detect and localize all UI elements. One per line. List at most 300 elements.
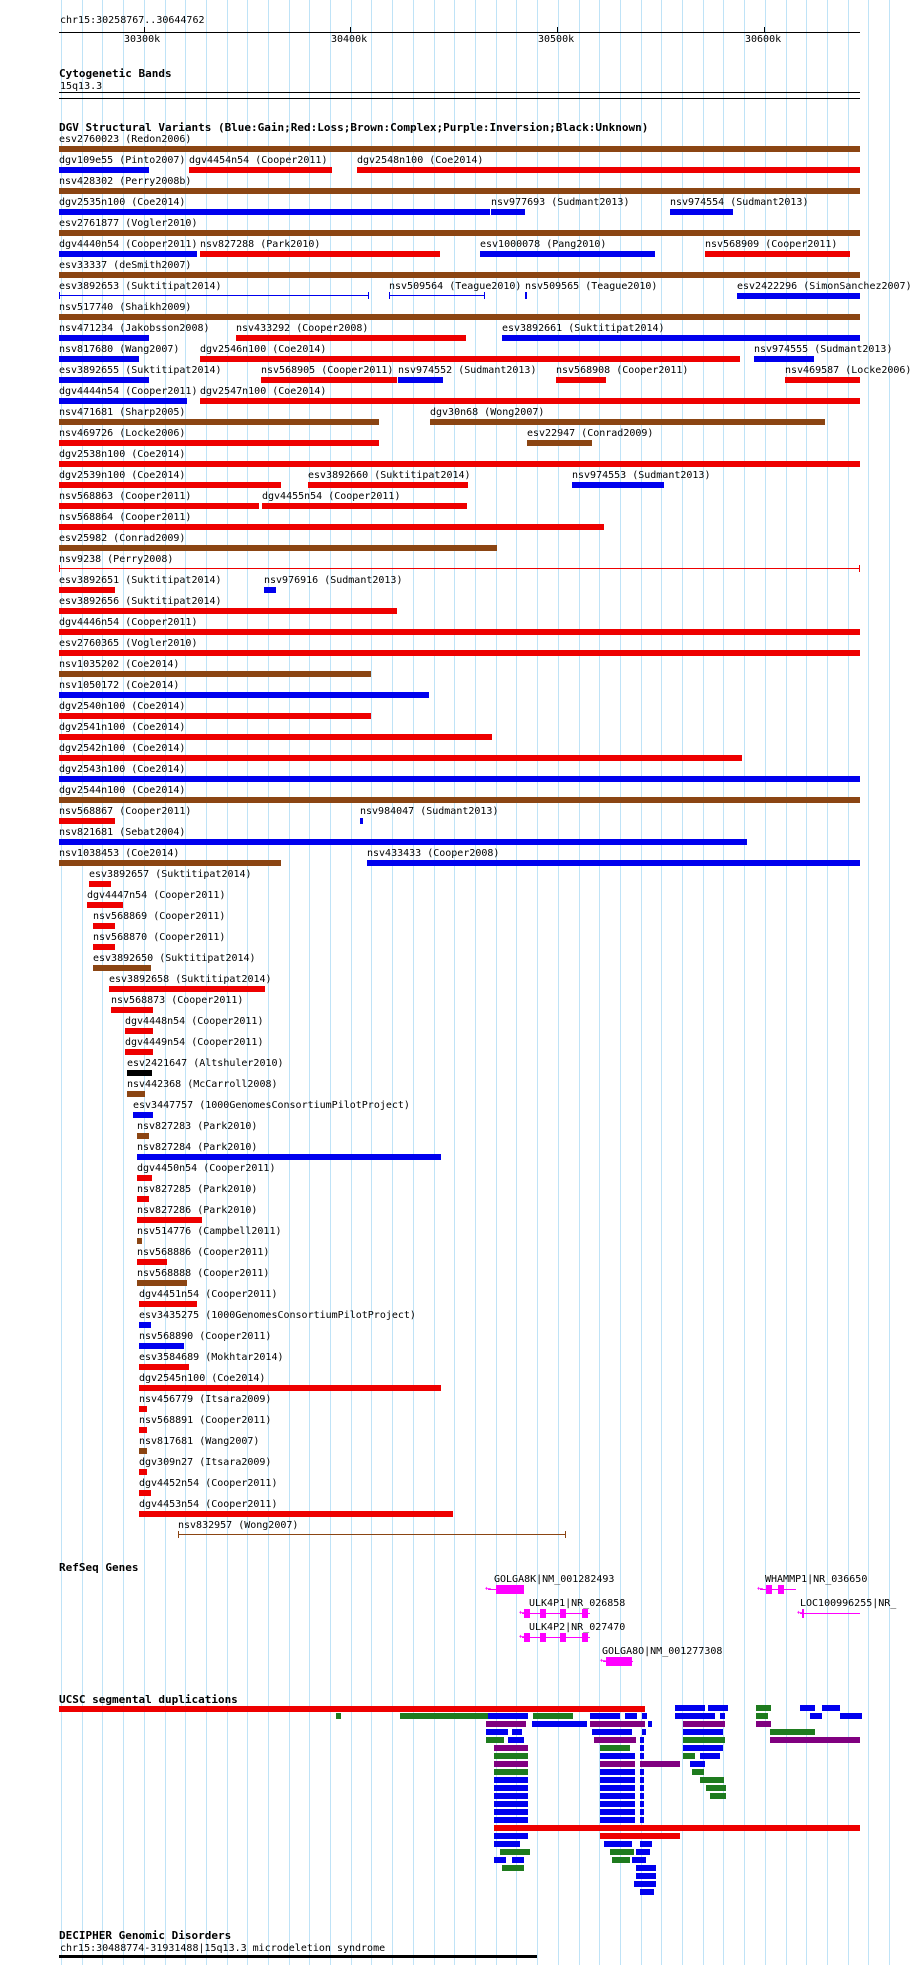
variant-bar[interactable] — [109, 986, 265, 992]
variant-bar[interactable] — [556, 377, 606, 383]
variant-label[interactable]: esv2761877 (Vogler2010) — [59, 218, 198, 229]
segdup-block[interactable] — [400, 1713, 488, 1719]
segdup-block[interactable] — [640, 1737, 644, 1743]
variant-label[interactable]: esv22947 (Conrad2009) — [527, 428, 654, 439]
cyto-band-label[interactable]: 15q13.3 — [60, 81, 103, 92]
variant-bar[interactable] — [200, 356, 740, 362]
variant-label[interactable]: nsv433433 (Cooper2008) — [367, 848, 500, 859]
segdup-block[interactable] — [683, 1753, 695, 1759]
variant-label[interactable]: nsv509564 (Teague2010) — [389, 281, 522, 292]
variant-bar[interactable] — [137, 1154, 441, 1160]
variant-label[interactable]: esv3584689 (Mokhtar2014) — [139, 1352, 284, 1363]
variant-bar[interactable] — [59, 818, 115, 824]
segdup-block[interactable] — [494, 1769, 528, 1775]
variant-label[interactable]: dgv4451n54 (Cooper2011) — [139, 1289, 278, 1300]
variant-label[interactable]: dgv4446n54 (Cooper2011) — [59, 617, 198, 628]
segdup-block[interactable] — [756, 1713, 768, 1719]
variant-bar[interactable] — [59, 188, 860, 194]
variant-bar[interactable] — [59, 295, 369, 296]
segdup-block[interactable] — [706, 1785, 726, 1791]
variant-label[interactable]: esv3892657 (Suktitipat2014) — [89, 869, 252, 880]
segdup-block[interactable] — [640, 1889, 654, 1895]
variant-bar[interactable] — [59, 755, 742, 761]
variant-label[interactable]: nsv827288 (Park2010) — [200, 239, 321, 250]
variant-bar[interactable] — [502, 335, 860, 341]
segdup-block[interactable] — [494, 1777, 528, 1783]
segdup-block[interactable] — [530, 1825, 860, 1831]
variant-label[interactable]: nsv827283 (Park2010) — [137, 1121, 258, 1132]
variant-bar[interactable] — [93, 944, 115, 950]
segdup-block[interactable] — [600, 1793, 635, 1799]
variant-bar[interactable] — [137, 1133, 149, 1139]
segdup-block[interactable] — [700, 1753, 720, 1759]
variant-label[interactable]: dgv4450n54 (Cooper2011) — [137, 1163, 276, 1174]
decipher-item-label[interactable]: chr15:30488774-31931488|15q13.3 microdeletion syndrome — [60, 1943, 386, 1954]
variant-bar[interactable] — [59, 545, 497, 551]
segdup-block[interactable] — [770, 1737, 820, 1743]
variant-bar[interactable] — [398, 377, 443, 383]
segdup-block[interactable] — [600, 1817, 635, 1823]
variant-bar[interactable] — [139, 1406, 147, 1412]
segdup-block[interactable] — [636, 1849, 650, 1855]
variant-label[interactable]: esv2760023 (Redon2006) — [59, 134, 192, 145]
segdup-block[interactable] — [494, 1753, 528, 1759]
variant-label[interactable]: esv25982 (Conrad2009) — [59, 533, 186, 544]
variant-label[interactable]: nsv827285 (Park2010) — [137, 1184, 258, 1195]
gene-exon[interactable] — [582, 1609, 588, 1618]
segdup-block[interactable] — [710, 1777, 724, 1783]
segdup-block[interactable] — [494, 1809, 528, 1815]
variant-label[interactable]: nsv568867 (Cooper2011) — [59, 806, 192, 817]
variant-label[interactable]: nsv568863 (Cooper2011) — [59, 491, 192, 502]
segdup-block[interactable] — [494, 1761, 528, 1767]
segdup-block[interactable] — [494, 1745, 528, 1751]
variant-bar[interactable] — [785, 377, 860, 383]
variant-bar[interactable] — [360, 818, 363, 824]
variant-bar[interactable] — [178, 1534, 566, 1535]
segdup-block[interactable] — [683, 1745, 723, 1751]
variant-bar[interactable] — [59, 356, 139, 362]
variant-label[interactable]: nsv827286 (Park2010) — [137, 1205, 258, 1216]
refseq-track-title[interactable]: RefSeq Genes — [59, 1561, 139, 1574]
gene-intron-line[interactable] — [800, 1613, 860, 1614]
variant-bar[interactable] — [261, 377, 397, 383]
variant-bar[interactable] — [430, 419, 825, 425]
variant-label[interactable]: nsv827284 (Park2010) — [137, 1142, 258, 1153]
gene-label[interactable]: ULK4P2|NR_027470 — [529, 1622, 626, 1633]
gene-intron-line[interactable] — [522, 1613, 590, 1614]
segdup-block[interactable] — [590, 1721, 645, 1727]
gene-exon[interactable] — [778, 1585, 784, 1594]
variant-label[interactable]: nsv568888 (Cooper2011) — [137, 1268, 270, 1279]
gene-exon[interactable] — [560, 1609, 566, 1618]
variant-bar[interactable] — [59, 671, 371, 677]
variant-label[interactable]: nsv568870 (Cooper2011) — [93, 932, 226, 943]
variant-bar[interactable] — [137, 1238, 142, 1244]
gene-exon[interactable] — [582, 1633, 588, 1642]
variant-bar[interactable] — [59, 713, 371, 719]
variant-bar[interactable] — [59, 251, 197, 257]
variant-label[interactable]: nsv568891 (Cooper2011) — [139, 1415, 272, 1426]
segdup-block[interactable] — [592, 1729, 632, 1735]
variant-label[interactable]: dgv4455n54 (Cooper2011) — [262, 491, 401, 502]
segdup-block[interactable] — [494, 1817, 528, 1823]
variant-label[interactable]: nsv568909 (Cooper2011) — [705, 239, 838, 250]
segdup-block[interactable] — [494, 1857, 506, 1863]
segdup-block[interactable] — [488, 1713, 528, 1719]
gene-exon[interactable] — [766, 1585, 772, 1594]
variant-label[interactable]: dgv2544n100 (Coe2014) — [59, 785, 186, 796]
variant-label[interactable]: dgv4452n54 (Cooper2011) — [139, 1478, 278, 1489]
segdup-block[interactable] — [640, 1753, 644, 1759]
segdup-block[interactable] — [508, 1737, 524, 1743]
segdup-block[interactable] — [594, 1737, 636, 1743]
variant-label[interactable]: dgv4444n54 (Cooper2011) — [59, 386, 198, 397]
variant-bar[interactable] — [59, 272, 860, 278]
segdup-block[interactable] — [486, 1737, 504, 1743]
variant-label[interactable]: esv2760365 (Vogler2010) — [59, 638, 198, 649]
variant-bar[interactable] — [308, 482, 468, 488]
variant-bar[interactable] — [236, 335, 466, 341]
variant-label[interactable]: dgv2543n100 (Coe2014) — [59, 764, 186, 775]
variant-bar[interactable] — [137, 1280, 187, 1286]
segdup-block[interactable] — [642, 1729, 646, 1735]
variant-bar[interactable] — [59, 860, 281, 866]
segdup-block[interactable] — [600, 1777, 635, 1783]
segdup-block[interactable] — [532, 1721, 587, 1727]
cyto-track-title[interactable]: Cytogenetic Bands — [59, 67, 172, 80]
variant-bar[interactable] — [127, 1070, 152, 1076]
variant-bar[interactable] — [139, 1301, 197, 1307]
segdup-block[interactable] — [770, 1729, 815, 1735]
variant-label[interactable]: esv3892661 (Suktitipat2014) — [502, 323, 665, 334]
segdup-block[interactable] — [502, 1865, 524, 1871]
segdup-block[interactable] — [640, 1785, 644, 1791]
segdup-block[interactable] — [600, 1761, 635, 1767]
variant-bar[interactable] — [59, 419, 379, 425]
variant-bar[interactable] — [59, 461, 860, 467]
variant-label[interactable]: nsv974552 (Sudmant2013) — [398, 365, 537, 376]
variant-bar[interactable] — [59, 314, 860, 320]
variant-bar[interactable] — [93, 923, 115, 929]
variant-label[interactable]: dgv4449n54 (Cooper2011) — [125, 1037, 264, 1048]
variant-bar[interactable] — [491, 209, 525, 215]
variant-bar[interactable] — [59, 839, 747, 845]
segdup-block[interactable] — [692, 1769, 704, 1775]
variant-bar[interactable] — [139, 1427, 147, 1433]
variant-bar[interactable] — [59, 587, 115, 593]
variant-label[interactable]: nsv568890 (Cooper2011) — [139, 1331, 272, 1342]
variant-bar[interactable] — [59, 734, 492, 740]
segdup-block[interactable] — [710, 1793, 726, 1799]
variant-label[interactable]: nsv433292 (Cooper2008) — [236, 323, 369, 334]
segdup-block[interactable] — [632, 1857, 646, 1863]
variant-bar[interactable] — [139, 1448, 147, 1454]
variant-bar[interactable] — [705, 251, 850, 257]
variant-bar[interactable] — [139, 1490, 151, 1496]
variant-label[interactable]: dgv2535n100 (Coe2014) — [59, 197, 186, 208]
variant-label[interactable]: esv3892656 (Suktitipat2014) — [59, 596, 222, 607]
segdup-block[interactable] — [625, 1713, 637, 1719]
segdup-block[interactable] — [600, 1809, 635, 1815]
segdup-block[interactable] — [800, 1705, 815, 1711]
variant-label[interactable]: nsv469726 (Locke2006) — [59, 428, 186, 439]
variant-label[interactable]: nsv977693 (Sudmant2013) — [491, 197, 630, 208]
segdup-block[interactable] — [533, 1713, 573, 1719]
variant-label[interactable]: nsv974553 (Sudmant2013) — [572, 470, 711, 481]
segdup-block[interactable] — [810, 1713, 822, 1719]
variant-label[interactable]: dgv4453n54 (Cooper2011) — [139, 1499, 278, 1510]
segdup-block[interactable] — [600, 1785, 635, 1791]
variant-label[interactable]: nsv517740 (Shaikh2009) — [59, 302, 192, 313]
variant-label[interactable]: esv3892655 (Suktitipat2014) — [59, 365, 222, 376]
variant-label[interactable]: nsv568864 (Cooper2011) — [59, 512, 192, 523]
variant-label[interactable]: esv1000078 (Pang2010) — [480, 239, 607, 250]
variant-bar[interactable] — [139, 1364, 189, 1370]
variant-label[interactable]: dgv309n27 (Itsara2009) — [139, 1457, 272, 1468]
segdup-block[interactable] — [640, 1769, 644, 1775]
variant-label[interactable]: dgv4440n54 (Cooper2011) — [59, 239, 198, 250]
variant-label[interactable]: dgv4447n54 (Cooper2011) — [87, 890, 226, 901]
segdup-block[interactable] — [508, 1841, 520, 1847]
segdup-block[interactable] — [600, 1833, 680, 1839]
segdup-block[interactable] — [600, 1801, 635, 1807]
variant-bar[interactable] — [139, 1385, 441, 1391]
variant-bar[interactable] — [87, 902, 123, 908]
variant-bar[interactable] — [200, 398, 860, 404]
variant-label[interactable]: dgv2542n100 (Coe2014) — [59, 743, 186, 754]
segdup-block[interactable] — [683, 1721, 725, 1727]
segdup-block[interactable] — [600, 1745, 630, 1751]
segdup-block[interactable] — [640, 1817, 644, 1823]
variant-label[interactable]: nsv9238 (Perry2008) — [59, 554, 174, 565]
variant-bar[interactable] — [59, 398, 187, 404]
variant-label[interactable]: nsv568908 (Cooper2011) — [556, 365, 689, 376]
variant-label[interactable]: nsv442368 (McCarroll2008) — [127, 1079, 278, 1090]
variant-bar[interactable] — [737, 293, 860, 299]
dgv-track-title[interactable]: DGV Structural Variants (Blue:Gain;Red:Loss;Brown:Complex;Purple:Inversion;Black:Unknown) — [59, 121, 649, 134]
variant-bar[interactable] — [133, 1112, 153, 1118]
variant-label[interactable]: nsv568869 (Cooper2011) — [93, 911, 226, 922]
variant-bar[interactable] — [59, 629, 860, 635]
variant-label[interactable]: nsv974555 (Sudmant2013) — [754, 344, 893, 355]
segdup-block[interactable] — [708, 1705, 728, 1711]
variant-label[interactable]: esv3892650 (Suktitipat2014) — [93, 953, 256, 964]
segdup-block[interactable] — [604, 1841, 632, 1847]
segdup-block[interactable] — [640, 1777, 644, 1783]
variant-bar[interactable] — [111, 1007, 153, 1013]
variant-label[interactable]: dgv2547n100 (Coe2014) — [200, 386, 327, 397]
segdup-block[interactable] — [756, 1721, 771, 1727]
variant-label[interactable]: nsv984047 (Sudmant2013) — [360, 806, 499, 817]
variant-label[interactable]: nsv568886 (Cooper2011) — [137, 1247, 270, 1258]
decipher-item-bar[interactable] — [59, 1955, 537, 1958]
segdup-block[interactable] — [642, 1713, 647, 1719]
segdup-block[interactable] — [640, 1801, 644, 1807]
segdup-block[interactable] — [486, 1721, 526, 1727]
segdup-block[interactable] — [683, 1737, 725, 1743]
variant-bar[interactable] — [59, 568, 860, 569]
variant-label[interactable]: nsv456779 (Itsara2009) — [139, 1394, 272, 1405]
variant-label[interactable]: dgv109e55 (Pinto2007) — [59, 155, 186, 166]
variant-bar[interactable] — [59, 524, 604, 530]
variant-label[interactable]: dgv2546n100 (Coe2014) — [200, 344, 327, 355]
segdup-block[interactable] — [512, 1729, 522, 1735]
gene-exon[interactable] — [540, 1609, 546, 1618]
variant-label[interactable]: esv33337 (deSmith2007) — [59, 260, 192, 271]
gene-label[interactable]: GOLGA8K|NM_001282493 — [494, 1574, 615, 1585]
variant-bar[interactable] — [200, 251, 440, 257]
variant-label[interactable]: dgv2548n100 (Coe2014) — [357, 155, 484, 166]
variant-bar[interactable] — [125, 1049, 153, 1055]
variant-label[interactable]: dgv2540n100 (Coe2014) — [59, 701, 186, 712]
variant-bar[interactable] — [572, 482, 664, 488]
variant-label[interactable]: nsv471681 (Sharp2005) — [59, 407, 186, 418]
gene-exon[interactable] — [560, 1633, 566, 1642]
segdup-block[interactable] — [494, 1785, 528, 1791]
variant-bar[interactable] — [754, 356, 814, 362]
gene-label[interactable]: LOC100996255|NR_ — [800, 1598, 897, 1609]
variant-bar[interactable] — [59, 335, 149, 341]
variant-label[interactable]: nsv509565 (Teague2010) — [525, 281, 658, 292]
segdup-block[interactable] — [486, 1729, 508, 1735]
variant-bar[interactable] — [59, 440, 379, 446]
segdup-block[interactable] — [590, 1713, 620, 1719]
variant-bar[interactable] — [59, 146, 860, 152]
segdup-block[interactable] — [820, 1737, 860, 1743]
segdup-block[interactable] — [600, 1769, 635, 1775]
variant-label[interactable]: dgv2538n100 (Coe2014) — [59, 449, 186, 460]
segdup-block[interactable] — [822, 1705, 840, 1711]
variant-bar[interactable] — [139, 1343, 184, 1349]
variant-label[interactable]: nsv1050172 (Coe2014) — [59, 680, 180, 691]
variant-bar[interactable] — [137, 1175, 152, 1181]
variant-bar[interactable] — [125, 1028, 153, 1034]
variant-bar[interactable] — [59, 776, 860, 782]
variant-bar[interactable] — [59, 692, 429, 698]
gene-label[interactable]: GOLGA8O|NM_001277308 — [602, 1646, 723, 1657]
segdup-block[interactable] — [756, 1705, 771, 1711]
variant-bar[interactable] — [89, 881, 111, 887]
segdup-block[interactable] — [612, 1857, 630, 1863]
variant-label[interactable]: esv3892660 (Suktitipat2014) — [308, 470, 471, 481]
variant-bar[interactable] — [262, 503, 467, 509]
variant-bar[interactable] — [264, 587, 276, 593]
decipher-track-title[interactable]: DECIPHER Genomic Disorders — [59, 1929, 232, 1942]
segdup-block[interactable] — [336, 1713, 341, 1719]
gene-exon[interactable] — [540, 1633, 546, 1642]
segdup-track-title[interactable]: UCSC segmental duplications — [59, 1693, 238, 1706]
variant-label[interactable]: dgv4448n54 (Cooper2011) — [125, 1016, 264, 1027]
gene-exon[interactable] — [496, 1585, 524, 1594]
variant-label[interactable]: nsv514776 (Campbell2011) — [137, 1226, 282, 1237]
variant-bar[interactable] — [59, 209, 490, 215]
variant-label[interactable]: dgv2545n100 (Coe2014) — [139, 1373, 266, 1384]
variant-bar[interactable] — [127, 1091, 145, 1097]
variant-label[interactable]: nsv471234 (Jakobsson2008) — [59, 323, 210, 334]
segdup-block[interactable] — [512, 1857, 524, 1863]
variant-bar[interactable] — [357, 167, 860, 173]
gene-label[interactable]: ULK4P1|NR_026858 — [529, 1598, 626, 1609]
variant-bar[interactable] — [59, 608, 397, 614]
variant-label[interactable]: nsv568905 (Cooper2011) — [261, 365, 394, 376]
variant-label[interactable]: nsv469587 (Locke2006) — [785, 365, 912, 376]
variant-label[interactable]: esv3892653 (Suktitipat2014) — [59, 281, 222, 292]
segdup-block[interactable] — [494, 1833, 528, 1839]
variant-label[interactable]: nsv1038453 (Coe2014) — [59, 848, 180, 859]
variant-bar[interactable] — [59, 797, 860, 803]
segdup-block[interactable] — [675, 1705, 705, 1711]
segdup-block[interactable] — [494, 1801, 528, 1807]
segdup-block[interactable] — [640, 1793, 644, 1799]
segdup-block[interactable] — [59, 1706, 645, 1712]
variant-bar[interactable] — [480, 251, 655, 257]
segdup-block[interactable] — [500, 1849, 530, 1855]
variant-label[interactable]: dgv2541n100 (Coe2014) — [59, 722, 186, 733]
variant-bar[interactable] — [59, 230, 860, 236]
variant-label[interactable]: dgv2539n100 (Coe2014) — [59, 470, 186, 481]
variant-label[interactable]: nsv568873 (Cooper2011) — [111, 995, 244, 1006]
variant-bar[interactable] — [59, 650, 860, 656]
variant-bar[interactable] — [59, 503, 259, 509]
segdup-block[interactable] — [683, 1729, 723, 1735]
segdup-block[interactable] — [610, 1849, 634, 1855]
segdup-block[interactable] — [636, 1873, 656, 1879]
segdup-block[interactable] — [640, 1841, 652, 1847]
variant-label[interactable]: nsv974554 (Sudmant2013) — [670, 197, 809, 208]
variant-label[interactable]: esv3447757 (1000GenomesConsortiumPilotProject) — [133, 1100, 410, 1111]
variant-label[interactable]: nsv428302 (Perry2008b) — [59, 176, 192, 187]
variant-bar[interactable] — [137, 1217, 202, 1223]
segdup-block[interactable] — [640, 1761, 680, 1767]
variant-label[interactable]: dgv4454n54 (Cooper2011) — [189, 155, 328, 166]
variant-bar[interactable] — [670, 209, 733, 215]
variant-label[interactable]: esv2421647 (Altshuler2010) — [127, 1058, 284, 1069]
variant-label[interactable]: nsv832957 (Wong2007) — [178, 1520, 299, 1531]
segdup-block[interactable] — [690, 1761, 705, 1767]
variant-bar[interactable] — [139, 1469, 147, 1475]
variant-bar[interactable] — [389, 295, 485, 296]
segdup-block[interactable] — [640, 1809, 644, 1815]
variant-label[interactable]: nsv817680 (Wang2007) — [59, 344, 180, 355]
variant-bar[interactable] — [59, 167, 149, 173]
variant-label[interactable]: nsv821681 (Sebat2004) — [59, 827, 186, 838]
variant-label[interactable]: dgv30n68 (Wong2007) — [430, 407, 545, 418]
variant-label[interactable]: nsv1035202 (Coe2014) — [59, 659, 180, 670]
variant-bar[interactable] — [137, 1196, 149, 1202]
segdup-block[interactable] — [675, 1713, 715, 1719]
variant-bar[interactable] — [139, 1322, 151, 1328]
variant-bar[interactable] — [189, 167, 332, 173]
variant-label[interactable]: nsv976916 (Sudmant2013) — [264, 575, 403, 586]
segdup-block[interactable] — [840, 1713, 862, 1719]
variant-bar[interactable] — [93, 965, 151, 971]
gene-exon[interactable] — [606, 1657, 632, 1666]
variant-bar[interactable] — [527, 440, 592, 446]
variant-bar[interactable] — [367, 860, 860, 866]
segdup-block[interactable] — [720, 1713, 725, 1719]
variant-bar[interactable] — [139, 1511, 453, 1517]
segdup-block[interactable] — [494, 1793, 528, 1799]
variant-label[interactable]: esv3892651 (Suktitipat2014) — [59, 575, 222, 586]
segdup-block[interactable] — [640, 1745, 644, 1751]
variant-label[interactable]: esv2422296 (SimonSanchez2007) — [737, 281, 912, 292]
segdup-block[interactable] — [648, 1721, 652, 1727]
gene-intron-line[interactable] — [522, 1637, 590, 1638]
gene-label[interactable]: WHAMMP1|NR_036650 — [765, 1574, 868, 1585]
variant-label[interactable]: nsv817681 (Wang2007) — [139, 1436, 260, 1447]
segdup-block[interactable] — [634, 1881, 656, 1887]
